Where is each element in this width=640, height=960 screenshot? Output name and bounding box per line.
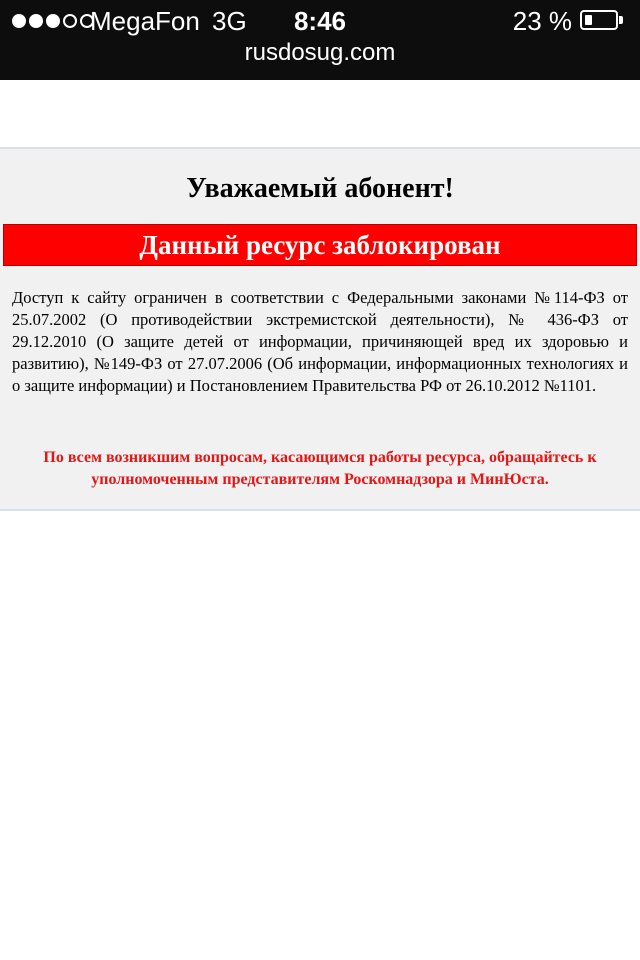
notice-greeting: Уважаемый абонент! [186, 173, 454, 204]
block-notice-panel [0, 147, 640, 511]
network-type: 3G [212, 6, 247, 36]
contact-note: По всем возникшим вопросам, касающимся работы ресурса, обращайтесь к уполномоченным представителям Роскомнадзора и МинЮста. [43, 449, 597, 488]
status-time: 8:46 [293, 6, 347, 36]
legal-basis-text: Доступ к сайту ограничен в соответствии с Федеральными законами №114-ФЗ от 25.07.2002 (О противодействии экстремистской деятельности), № 436-ФЗ от 29.12.2010 (О защите детей от информации, причиняющей вред их здоровью и развитию), №149-ФЗ от 27.07.2006 (Об информации, информационных технологиях и о защите информации) и Постановлением Правительства РФ от 26.10.2012 №1101. [12, 288, 628, 395]
status-bar [0, 0, 640, 80]
battery-body [580, 10, 618, 30]
status-row [0, 0, 640, 42]
battery-icon [580, 10, 624, 30]
address-bar-url[interactable]: rusdosug.com [244, 39, 396, 66]
carrier-name: MegaFon [90, 6, 200, 36]
blocked-banner [3, 224, 637, 266]
battery-tip [619, 16, 623, 24]
blocked-banner-text: Данный ресурс заблокирован [139, 230, 501, 260]
battery-percentage: 23 % [512, 6, 572, 36]
battery-fill [585, 15, 592, 25]
